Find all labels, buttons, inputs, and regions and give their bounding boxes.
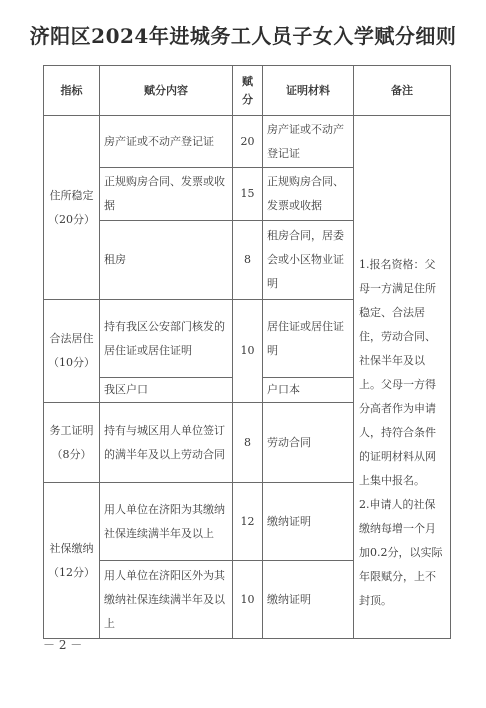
content-cell: 用人单位在济阳为其缴纳社保连续满半年及以上 <box>100 483 233 561</box>
indicator-legal <box>44 300 100 403</box>
indicator-work <box>44 403 100 483</box>
note-2: 2.申请人的社保缴纳每增一个月加0.2分，以实际年限赋分，上不封顶。 <box>359 498 443 607</box>
indicator-points: （12分） <box>48 565 95 579</box>
indicator-label: 合法居住 <box>49 332 94 345</box>
header-materials: 证明材料 <box>263 66 354 116</box>
page-number: － 2 － <box>43 638 83 652</box>
content-cell: 持有与城区用人单位签订的满半年及以上劳动合同 <box>100 403 233 483</box>
indicator-social <box>44 483 100 639</box>
content-cell: 持有我区公安部门核发的居住证或居住证明 <box>100 300 233 378</box>
score-cell: 12 <box>233 483 263 561</box>
content-cell: 用人单位在济阳区外为其缴纳社保连续满半年及以上 <box>100 561 233 639</box>
materials-cell: 缴纳证明 <box>263 483 354 561</box>
content-cell: 我区户口 <box>100 378 233 403</box>
score-cell: 10 <box>233 561 263 639</box>
materials-cell: 缴纳证明 <box>263 561 354 639</box>
table-row <box>44 116 451 168</box>
content-cell: 房产证或不动产登记证 <box>100 116 233 168</box>
indicator-points: （10分） <box>48 356 95 369</box>
materials-cell: 居住证或居住证明 <box>263 300 354 378</box>
materials-cell: 租房合同，居委会或小区物业证明 <box>263 221 354 300</box>
indicator-label: 务工证明 <box>49 423 94 437</box>
materials-cell: 房产证或不动产登记证 <box>263 116 354 168</box>
header-score: 赋分 <box>233 66 263 116</box>
scoring-table <box>43 65 451 639</box>
indicator-points: （8分） <box>51 447 92 461</box>
table-header-row <box>44 66 451 116</box>
content-cell: 租房 <box>100 221 233 300</box>
note-1: 1.报名资格：父母一方满足住所稳定、合法居住，劳动合同、社保半年及以上。父母一方得分高者作为申请人，持符合条件的证明材料从网上集中报名。 <box>359 258 436 487</box>
materials-cell: 户口本 <box>263 378 354 403</box>
indicator-label: 社保缴纳 <box>49 541 94 555</box>
score-cell: 20 <box>233 116 263 168</box>
materials-cell: 劳动合同 <box>263 403 354 483</box>
indicator-residence <box>44 116 100 300</box>
content-cell: 正规购房合同、发票或收据 <box>100 168 233 221</box>
header-indicator: 指标 <box>44 66 100 116</box>
materials-cell: 正规购房合同、发票或收据 <box>263 168 354 221</box>
header-notes: 备注 <box>354 66 451 116</box>
indicator-points: （20分） <box>48 212 95 226</box>
notes-cell <box>354 116 451 639</box>
page-title: 济阳区2024年进城务工人员子女入学赋分细则 <box>29 24 457 48</box>
score-cell: 8 <box>233 221 263 300</box>
header-content: 赋分内容 <box>100 66 233 116</box>
score-cell: 10 <box>233 300 263 403</box>
score-cell: 8 <box>233 403 263 483</box>
score-cell: 15 <box>233 168 263 221</box>
indicator-label: 住所稳定 <box>49 188 94 202</box>
